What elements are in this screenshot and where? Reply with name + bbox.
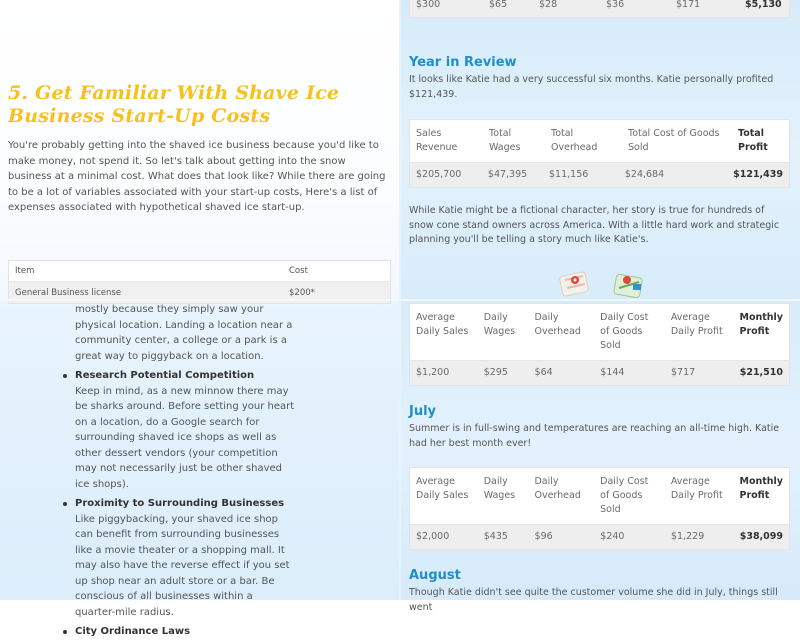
table-cell: $717 xyxy=(671,367,696,378)
panel-divider-horizontal xyxy=(0,299,800,301)
list-item-text: Keep in mind, as a new minnow there may be sharks around. Before setting your heart on a location, do a Google search for surrounding shaved ice shops as well as other dessert vendors (your competition may not necessarily just be other shaved ice shops). xyxy=(75,385,295,490)
list-item-title: Proximity to Surrounding Businesses xyxy=(75,498,285,509)
august-title: August xyxy=(409,568,461,583)
column-header: Total Profit xyxy=(738,128,768,153)
table-cell: $205,700 xyxy=(416,169,462,180)
column-header: Cost xyxy=(289,266,308,276)
startup-cost-table xyxy=(8,260,391,304)
table-cell: $38,099 xyxy=(739,531,783,542)
continued-text: mostly because they simply saw your physical location. Landing a location near a community center, a college or a park is a great way to piggyback on a location. xyxy=(75,304,293,362)
column-header: Total Overhead xyxy=(551,128,598,153)
map-pin-icon xyxy=(613,274,642,298)
intro-paragraph: You're probably getting into the shaved ice business because you'd like to make money, not spend it. So let's talk about getting into the snow business at a minimal cost. What does that look like? While there are going to be a lot of variables associated with your start-up costs, Here's a list of expenses associated with hypothetical shaved ice start-up. xyxy=(8,140,386,213)
column-header: Total Wages xyxy=(489,128,521,153)
table-cell: $21,510 xyxy=(739,367,783,378)
column-header: Total Cost of Goods Sold xyxy=(628,128,720,153)
table-cell: General Business license xyxy=(15,287,122,298)
decorative-icons xyxy=(555,268,655,300)
list-item xyxy=(75,496,295,620)
column-header: Average Daily Profit xyxy=(670,476,723,501)
table-row xyxy=(410,361,789,385)
column-header: Daily Wages xyxy=(483,476,516,501)
table-cell: $96 xyxy=(534,531,553,542)
column-header: Average Daily Profit xyxy=(670,312,723,337)
table-cell: $28 xyxy=(539,0,558,10)
table-cell: $435 xyxy=(483,531,508,542)
july-text: Summer is in full-swing and temperatures are reaching an all-time high. Katie had her best month ever! xyxy=(409,423,780,449)
table-cell: $2,000 xyxy=(416,531,450,542)
table-cell: $64 xyxy=(534,367,553,378)
june-summary-table xyxy=(409,0,790,18)
table-row xyxy=(410,163,789,187)
map-location-icon xyxy=(559,272,589,297)
table-header-row xyxy=(9,261,390,282)
table-cell: $11,156 xyxy=(549,169,589,180)
column-header: Sales Revenue xyxy=(416,128,458,153)
august-text: Though Katie didn't see quite the customer volume she did in July, things still went xyxy=(409,587,778,613)
july-daily-table xyxy=(409,467,790,550)
column-header: Monthly Profit xyxy=(739,476,783,501)
year-in-review-title: Year in Review xyxy=(409,55,517,70)
list-item-title: City Ordinance Laws xyxy=(75,626,191,637)
table-cell: $121,439 xyxy=(733,169,783,180)
table-cell: $1,200 xyxy=(416,367,450,378)
table-header-row xyxy=(410,120,789,163)
table-cell: $65 xyxy=(489,0,508,10)
location-tips-list xyxy=(75,302,295,640)
column-header: Daily Overhead xyxy=(534,476,581,501)
table-cell: $144 xyxy=(600,367,625,378)
table-cell: $300 xyxy=(416,0,441,10)
table-header-row xyxy=(410,304,789,361)
table-cell: $200* xyxy=(289,287,315,298)
table-row xyxy=(410,525,789,549)
table-header-row xyxy=(410,468,789,525)
list-item xyxy=(75,624,295,640)
table-cell: $171 xyxy=(676,0,701,10)
column-header: Daily Cost of Goods Sold xyxy=(600,476,649,515)
column-header: Average Daily Sales xyxy=(416,312,469,337)
column-header: Monthly Profit xyxy=(739,312,783,337)
column-header: Average Daily Sales xyxy=(416,476,469,501)
column-header: Daily Cost of Goods Sold xyxy=(600,312,649,351)
table-row xyxy=(410,0,789,17)
table-cell: $240 xyxy=(600,531,625,542)
column-header: Item xyxy=(15,266,35,276)
table-cell: $24,684 xyxy=(624,169,665,180)
year-in-review-table xyxy=(409,119,790,188)
june-daily-table xyxy=(409,303,790,386)
table-cell: $1,229 xyxy=(671,531,705,542)
table-cell: $47,395 xyxy=(487,169,528,180)
year-in-review-text: It looks like Katie had a very successful six months. Katie personally profited $121,439. xyxy=(409,74,774,100)
table-cell: $5,130 xyxy=(745,0,782,10)
column-header: Daily Wages xyxy=(483,312,516,337)
section-heading: 5. Get Familiar With Shave Ice Business Start-Up Costs xyxy=(8,82,340,127)
table-cell: $36 xyxy=(606,0,625,10)
table-cell: $295 xyxy=(483,367,508,378)
july-title: July xyxy=(409,404,437,419)
column-header: Daily Overhead xyxy=(534,312,581,337)
list-item-text: Like piggybacking, your shaved ice shop can benefit from surrounding businesses like a movie theater or a shopping mall. It may also have the reverse effect if you set up shop near an adult store or a bar. Be conscious of all businesses within a quarter-mile radius. xyxy=(75,513,290,618)
closing-paragraph: While Katie might be a fictional character, her story is true for hundreds of snow cone stand owners across America. With a little hard work and strategic planning you'll be telling a story much like Katie's. xyxy=(409,205,780,245)
list-item-title: Research Potential Competition xyxy=(75,370,255,381)
list-item xyxy=(75,368,295,492)
